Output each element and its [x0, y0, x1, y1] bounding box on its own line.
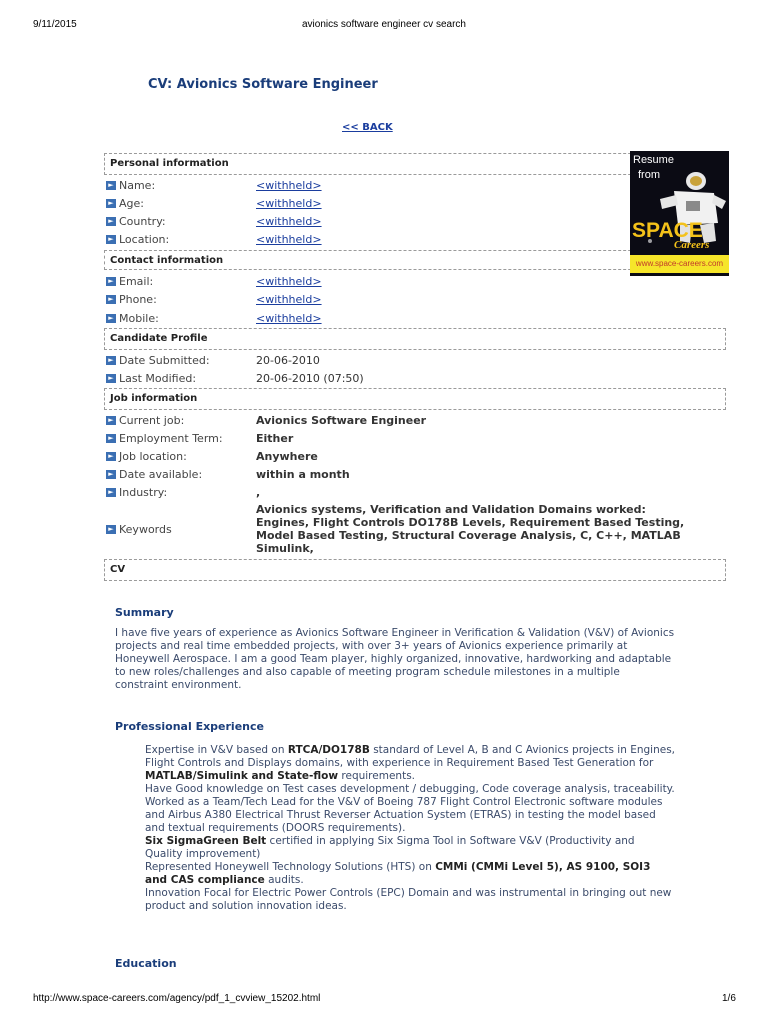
- field-label-current-job: ► Current job:: [106, 414, 184, 427]
- experience-item: Represented Honeywell Technology Solutions (HTS) on CMMi (CMMi Level 5), AS 9100, SOI3 and CAS compliance audits.: [145, 861, 651, 886]
- experience-item: Innovation Focal for Electric Power Controls (EPC) Domain and was instrumental in bringing out new product and solution innovation ideas.: [145, 887, 672, 912]
- field-label-employment-term: ► Employment Term:: [106, 432, 223, 445]
- bullet-arrow-icon: ►: [106, 277, 116, 286]
- experience-heading: Professional Experience: [115, 720, 264, 733]
- field-value-current-job: Avionics Software Engineer: [256, 414, 427, 427]
- section-title-job: Job information: [110, 393, 198, 404]
- bullet-arrow-icon: ►: [106, 356, 116, 365]
- summary-text: I have five years of experience as Avionics Software Engineer in Verification & Validation (V&V) of Avionics projects and real time embedded projects, with over 3+ years of Avionics experience primarily at Honeywell Aerospace. I am a good Team player, highly organized, innovative, hardworking and adaptable to new roles/challenges and also capable of meeting program schedule milestones in a multiple constraint environment.: [115, 627, 675, 691]
- ad-tagline: Resume from: [633, 154, 674, 181]
- experience-item: Six SigmaGreen Belt certified in applying Six Sigma Tool in Software V&V (Productivity and Quality improvement): [145, 835, 635, 860]
- field-value-industry: ,: [256, 486, 261, 499]
- section-title-personal: Personal information: [110, 158, 229, 169]
- experience-item: Have Good knowledge on Test cases development / debugging, Code coverage analysis, traceability.: [145, 783, 675, 795]
- field-value-age[interactable]: <withheld>: [256, 197, 322, 210]
- experience-item: Expertise in V&V based on RTCA/DO178B standard of Level A, B and C Avionics projects in Engines, Flight Controls and Displays domains, with experience in Requirement Based Test Generation for MATLAB/Simulink and State-flow requirements.: [145, 744, 676, 782]
- field-value-employment-term: Either: [256, 432, 294, 445]
- bullet-arrow-icon: ►: [106, 488, 116, 497]
- field-label-email: ► Email:: [106, 275, 153, 288]
- field-label-job-location: ► Job location:: [106, 450, 187, 463]
- page-title: CV: Avionics Software Engineer: [148, 77, 378, 92]
- print-page-count: 1/6: [722, 993, 736, 1004]
- field-value-date-available: within a month: [256, 468, 350, 481]
- field-label-name: ► Name:: [106, 179, 155, 192]
- field-value-name[interactable]: <withheld>: [256, 179, 322, 192]
- field-label-keywords: ► Keywords: [106, 523, 172, 536]
- print-date: 9/11/2015: [33, 19, 77, 30]
- print-page-title: avionics software engineer cv search: [302, 19, 466, 30]
- field-value-last-modified: 20-06-2010 (07:50): [256, 372, 364, 385]
- field-label-location: ► Location:: [106, 233, 169, 246]
- section-title-cv: CV: [110, 564, 126, 575]
- bullet-arrow-icon: ►: [106, 217, 116, 226]
- field-value-keywords: Avionics systems, Verification and Validation Domains worked: Engines, Flight Controls DO178B Levels, Requirement Based Testing, Model Based Testing, Structural Coverage Analysis, C, C++, MATLAB Simulink,: [256, 503, 685, 555]
- ad-brand-space: SPACE: [632, 219, 703, 242]
- field-label-date-submitted: ► Date Submitted:: [106, 354, 210, 367]
- section-box-cv: [104, 559, 726, 581]
- print-url: http://www.space-careers.com/agency/pdf_1_cvview_15202.html: [33, 993, 321, 1004]
- ad-brand-careers: Careers: [674, 239, 710, 251]
- bullet-arrow-icon: ►: [106, 235, 116, 244]
- experience-list: [145, 744, 675, 913]
- field-label-last-modified: ► Last Modified:: [106, 372, 196, 385]
- bullet-arrow-icon: ►: [106, 416, 116, 425]
- field-value-mobile[interactable]: <withheld>: [256, 312, 322, 325]
- education-heading: Education: [115, 957, 177, 970]
- bullet-arrow-icon: ►: [106, 181, 116, 190]
- bullet-arrow-icon: ►: [106, 434, 116, 443]
- field-label-country: ► Country:: [106, 215, 166, 228]
- bullet-arrow-icon: ►: [106, 314, 116, 323]
- field-value-phone[interactable]: <withheld>: [256, 293, 322, 306]
- section-title-contact: Contact information: [110, 255, 224, 266]
- bullet-arrow-icon: ►: [106, 374, 116, 383]
- field-label-date-available: ► Date available:: [106, 468, 202, 481]
- bullet-arrow-icon: ►: [106, 199, 116, 208]
- ad-url[interactable]: www.space-careers.com: [630, 255, 729, 273]
- field-label-mobile: ► Mobile:: [106, 312, 159, 325]
- bullet-arrow-icon: ►: [106, 525, 116, 534]
- space-careers-ad[interactable]: [630, 151, 729, 276]
- bullet-arrow-icon: ►: [106, 470, 116, 479]
- summary-heading: Summary: [115, 606, 174, 619]
- field-label-phone: ► Phone:: [106, 293, 157, 306]
- field-label-age: ► Age:: [106, 197, 144, 210]
- field-label-industry: ► Industry:: [106, 486, 167, 499]
- field-value-date-submitted: 20-06-2010: [256, 354, 320, 367]
- field-value-location[interactable]: <withheld>: [256, 233, 322, 246]
- field-value-email[interactable]: <withheld>: [256, 275, 322, 288]
- bullet-arrow-icon: ►: [106, 295, 116, 304]
- back-link[interactable]: << BACK: [342, 122, 393, 133]
- field-value-job-location: Anywhere: [256, 450, 318, 463]
- section-title-profile: Candidate Profile: [110, 333, 208, 344]
- field-value-country[interactable]: <withheld>: [256, 215, 322, 228]
- experience-item: Worked as a Team/Tech Lead for the V&V of Boeing 787 Flight Control Electronic software modules and Airbus A380 Electrical Thrust Reverser Actuation System (ETRAS) in testing the model based and textual requirements (DOORS requirements).: [145, 796, 663, 834]
- section-box-job: [104, 388, 726, 410]
- bullet-arrow-icon: ►: [106, 452, 116, 461]
